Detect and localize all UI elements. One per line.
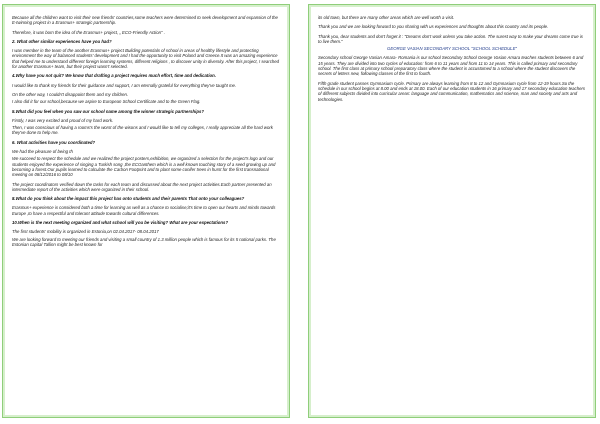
paragraph: Because all the children want to visit their new friends' countries,some teachers were determined to seek development and expansion of the E-twinning project in a Erasmus+ strategic partnership. <box>12 15 278 26</box>
left-page-content <box>12 15 280 409</box>
question-heading: 8.What do you think about the impact this project has onto students and their parents That onto your colleagues? <box>12 196 245 202</box>
school-heading: GEORGE VASIAN SECONDARY SCHOOL "SCHOOL SCHEDULE" <box>387 46 517 52</box>
question-heading: 6. What activities have you coordinated? <box>12 139 96 145</box>
question-heading: 5.What did you feel when you saw our school name among the winner strategic partnerships? <box>12 108 204 114</box>
paragraph: Thank you, dear students and don't forget it : "Dreams don't work unless you take action. The surest way to make your dreams come true is to live them." <box>318 33 583 44</box>
left-page <box>2 4 290 418</box>
paragraph: Therefore, it was born the idea of the Erasmus+ project, „ ECO-Friendly Action" . <box>12 29 165 35</box>
paragraph: Thank you and we are looking forward to you sharing with us experiences and thoughts about this country and its people. <box>318 24 549 30</box>
question-heading: 4.Why have you not quit? We know that drafting a project requires much effort, time and dedication. <box>12 73 216 79</box>
paragraph: On the other way, I couldn't disappoint them and my children. <box>12 91 129 97</box>
paragraph: I was member in the team of the another Erasmus+ project Building potentials of school in areas of healthy lifestyle and protecting environment the way of balanced students' development and I had the opportunity to visit Poland and Greece.It was an amazing experience that helped me to understand different foreign learning systems, different religions , to discover unity in diversity. After this project, I searched for another Erasmus+ team, but their project wasn't selected. <box>12 48 280 70</box>
paragraph: The project coordinators verified down the tasks for each team and discussed about the next project activities.Each partner presented an intermediate report of the activities which were organized in their school. <box>12 181 272 192</box>
right-page <box>308 4 596 418</box>
paragraph: Fifth grade student passes Gymnasium cycle. Primary are always learning from 8 to 12 and Gymnasium cycle from 12-19 hours.So the schedule in our school begins at 8.00 and ends at 18.00. Each of our education students in 16 primary and 17 secondary education teachers of different subjects divided into curricular areas: language and communication, mathematics and science, man and society and arts and technologies. <box>318 80 586 102</box>
paragraph: its old town, but there are many other areas which are well worth a visit. <box>318 15 455 20</box>
paragraph: The first students' mobility is organized in Estonia,on 02.04.2017- 08.04.2017 <box>12 229 159 235</box>
paragraph: Then, I was conscious of having a rooms's the worst of the wisons and I would like to tell my colleges, I really appreciate all the hard work they've done to help me. <box>12 125 273 136</box>
paragraph: I also did it for our school,because we aspire to European School Certificate and to the Green Flag. <box>12 99 201 105</box>
paragraph: We had the pleasure of being th <box>12 149 73 155</box>
paragraph: Firstly, I was very excited and proud of my hard work. <box>12 117 114 123</box>
right-page-content <box>318 15 586 409</box>
paragraph: We are looking forward to meeting our friends and visiting a small country of 1.3 million people which is famous for its 5 national parks. The Estonian capital Tallinn might be best known for <box>12 236 276 247</box>
question-heading: 2. What other similar experiences have you had? <box>12 38 112 44</box>
question-heading: 10.When is the next meeting organized and what school will you be visiting? What are your expectations? <box>12 220 229 226</box>
paragraph: I would like to thank my friends for their guidance and support, I am eternally grateful for everything they've taught me. <box>12 82 237 88</box>
paragraph: We succeed to respect the schedule and we realized the project posters,exhibition, we organized a selection for the project's logo and our students enjoyed the experience of singing a Turkish song ,the ECOanthem which is a well known touching story of a seed growing up and becoming a forest.Our pupils learned to calculate the Carbon Footprint and to plant some conifer trees in hurst for the first transnational meeting on 08/12/2016 to 08/10 <box>12 156 276 178</box>
paragraph: Erasmus+ experience is considered both a time for learning as well as a chance to socialise;it's time to open our hearts and minds towards Europe ,to have a respectful and tolerant attitude towards cultural differences. <box>12 205 276 216</box>
paragraph: Secondary school George Vasian Amara- Romania is our school Secondary School George Vasian Amara teaches students between 6 and 15 years. They are divided into two cycles of education: from 6 to 11 years and from 11 to 14 years. This is called primary and secondary school. The first class at primary school preparatory class where the student is accustomed to a school where the student discovers the secrets of letters new, following classes of the first to fourth. <box>318 55 584 77</box>
